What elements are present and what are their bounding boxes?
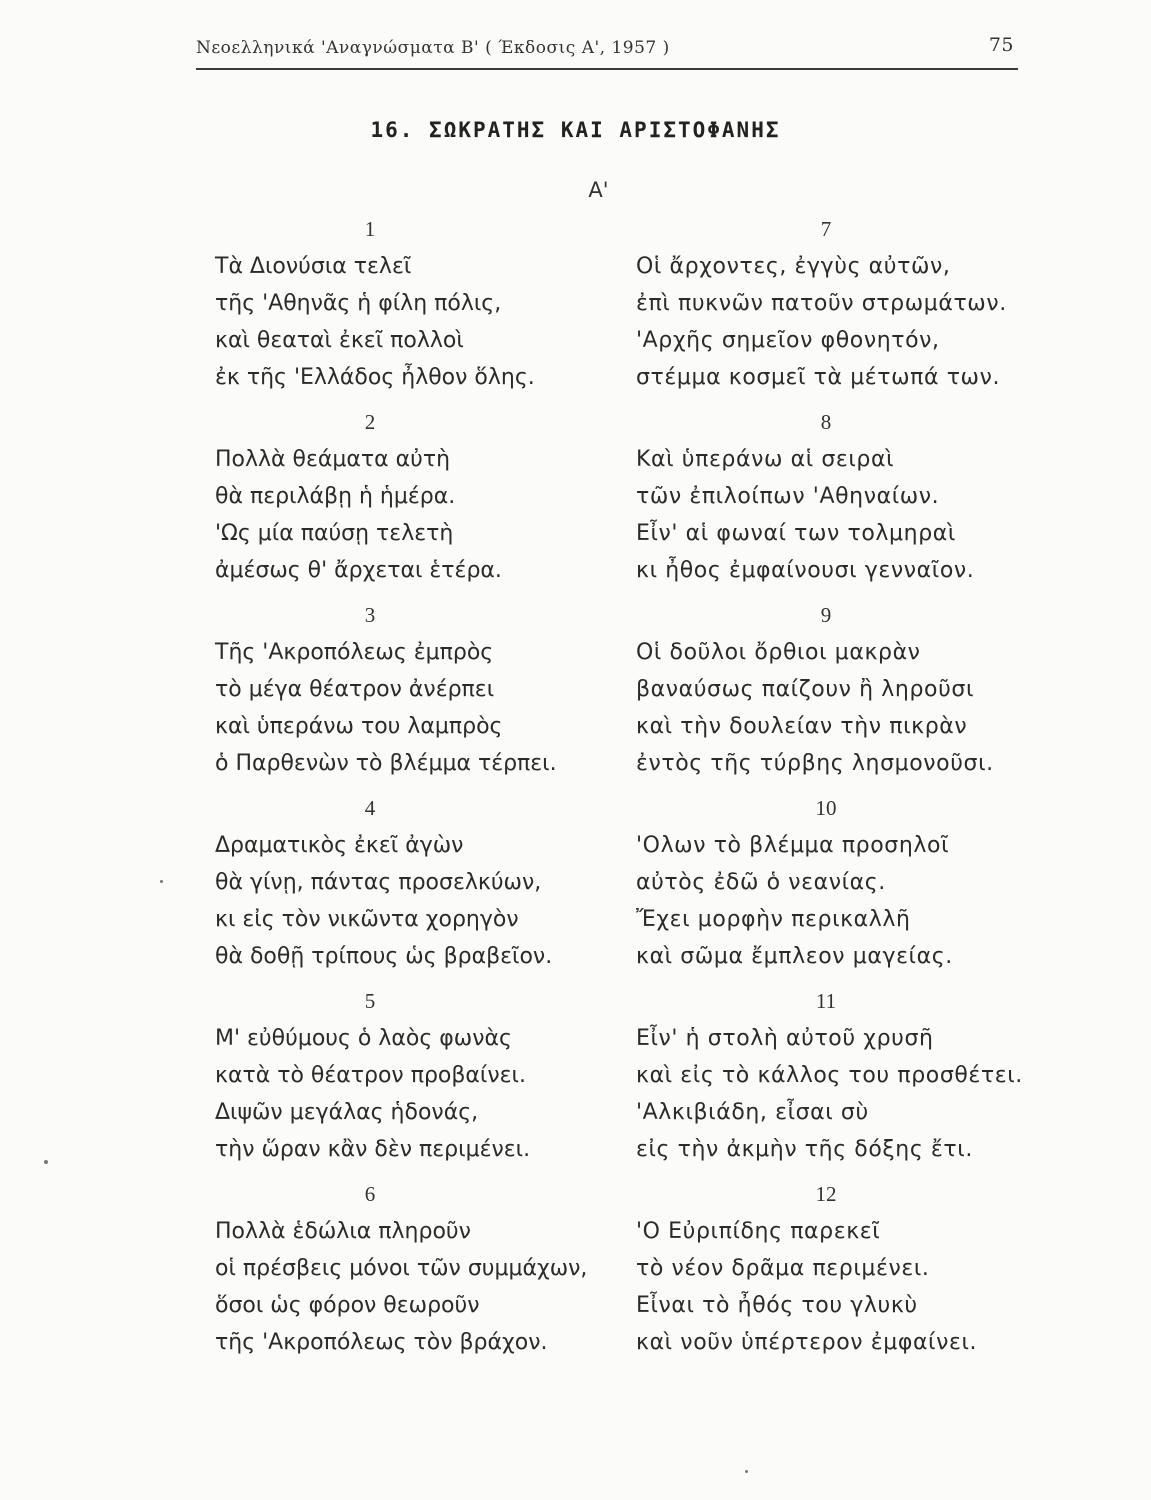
verse-line: θὰ δοθῇ τρίπους ὡς βραβεῖον. — [215, 944, 553, 969]
running-head — [196, 34, 1016, 70]
verse-line: Τὰ Διονύσια τελεῖ — [215, 254, 412, 279]
stanza-5 — [215, 982, 665, 1175]
stanza-number: 4 — [364, 796, 376, 820]
verse-line: εἰς τὴν ἀκμὴν τῆς δόξης ἔτι. — [636, 1137, 973, 1162]
verse-line: Διψῶν μεγάλας ἡδονάς, — [215, 1100, 479, 1125]
verse-line: κατὰ τὸ θέατρον προβαίνει. — [215, 1063, 526, 1088]
verse-line: κι εἰς τὸν νικῶντα χορηγὸν — [215, 907, 519, 932]
stanza-number: 9 — [820, 603, 832, 627]
stanza-12 — [636, 1175, 1056, 1368]
stanza-9 — [636, 596, 1056, 789]
stanza-4 — [215, 789, 665, 982]
verse-line: 'Αλκιβιάδη, εἶσαι σὺ — [636, 1100, 869, 1125]
stanza-number: 12 — [815, 1182, 837, 1206]
verse-line: τὸ νέον δρᾶμα περιμένει. — [636, 1256, 930, 1281]
stanza-number: 2 — [364, 410, 376, 434]
verse-line: Καὶ ὑπεράνω αἱ σειραὶ — [636, 447, 895, 472]
stanza-number: 6 — [364, 1182, 376, 1206]
verse-line: 'Αρχῆς σημεῖον φθονητόν, — [636, 328, 940, 353]
verse-line: 'Ο Εὐριπίδης παρεκεῖ — [636, 1219, 881, 1244]
scan-speck — [44, 1160, 48, 1164]
verse-line: Πολλὰ θεάματα αὐτὴ — [215, 447, 451, 472]
stanza-3 — [215, 596, 665, 789]
verse-line: βαναύσως παίζουν ἢ ληροῦσι — [636, 677, 975, 702]
scan-speck — [745, 1470, 748, 1473]
verse-line: Δραματικὸς ἐκεῖ ἀγὼν — [215, 833, 464, 858]
stanza-number: 3 — [364, 603, 376, 627]
verse-line: οἱ πρέσβεις μόνοι τῶν συμμάχων, — [215, 1256, 588, 1281]
verse-line: καὶ νοῦν ὑπέρτερον ἐμφαίνει. — [636, 1330, 978, 1355]
verse-line: στέμμα κοσμεῖ τὰ μέτωπά των. — [636, 365, 1001, 390]
header-rule — [196, 68, 1018, 70]
verse-line: Τῆς 'Ακροπόλεως ἐμπρὸς — [215, 640, 494, 665]
stanza-11 — [636, 982, 1056, 1175]
verse-line: καὶ τὴν δουλείαν τὴν πικρὰν — [636, 714, 968, 739]
verse-line: τὸ μέγα θέατρον ἀνέρπει — [215, 677, 495, 702]
verse-line: τῆς 'Αθηνᾶς ἡ φίλη πόλις, — [215, 291, 502, 316]
stanza-7 — [636, 210, 1056, 403]
chapter-title: 16. ΣΩΚΡΑΤΗΣ ΚΑΙ ΑΡΙΣΤΟΦΑΝΗΣ — [370, 118, 781, 142]
verse-line: ἐπὶ πυκνῶν πατοῦν στρωμάτων. — [636, 291, 1007, 316]
stanza-10 — [636, 789, 1056, 982]
running-head-text: Νεοελληνικά 'Αναγνώσματα Β' ( Έκδοσις Α', 1957 ) — [196, 38, 670, 58]
left-column — [215, 210, 665, 1368]
verse-line: καὶ ὑπεράνω του λαμπρὸς — [215, 714, 503, 739]
verse-line: θὰ περιλάβῃ ἡ ἡμέρα. — [215, 484, 456, 509]
stanza-8 — [636, 403, 1056, 596]
verse-line: καὶ σῶμα ἔμπλεον μαγείας. — [636, 944, 953, 969]
verse-line: ὁ Παρθενὼν τὸ βλέμμα τέρπει. — [215, 751, 557, 776]
stanza-6 — [215, 1175, 665, 1368]
stanza-number: 8 — [820, 410, 832, 434]
verse-line: τῶν ἐπιλοίπων 'Αθηναίων. — [636, 484, 940, 509]
verse-line: Εἶναι τὸ ἦθός του γλυκὺ — [636, 1293, 918, 1318]
verse-line: ἐντὸς τῆς τύρβης λησμονοῦσι. — [636, 751, 994, 776]
stanza-number: 10 — [815, 796, 837, 820]
verse-line: αὐτὸς ἐδῶ ὁ νεανίας. — [636, 870, 886, 895]
verse-line: θὰ γίνῃ, πάντας προσελκύων, — [215, 870, 542, 895]
verse-line: ὅσοι ὡς φόρον θεωροῦν — [215, 1293, 480, 1318]
verse-line: καὶ θεαταὶ ἐκεῖ πολλοὶ — [215, 328, 464, 353]
right-column — [636, 210, 1056, 1368]
stanza-number: 1 — [364, 217, 376, 241]
verse-line: Ἔχει μορφὴν περικαλλῆ — [636, 907, 911, 932]
verse-line: Εἶν' αἱ φωναί των τολμηραὶ — [636, 521, 956, 546]
stanza-1 — [215, 210, 665, 403]
stanza-number: 11 — [815, 989, 837, 1013]
verse-line: 'Ολων τὸ βλέμμα προσηλοῖ — [636, 833, 950, 858]
verse-line: τῆς 'Ακροπόλεως τὸν βράχον. — [215, 1330, 548, 1355]
stanza-number: 5 — [364, 989, 376, 1013]
verse-line: Εἶν' ἡ στολὴ αὐτοῦ χρυσῆ — [636, 1026, 934, 1051]
verse-line: καὶ εἰς τὸ κάλλος του προσθέτει. — [636, 1063, 1023, 1088]
verse-line: ἀμέσως θ' ἄρχεται ἑτέρα. — [215, 558, 502, 583]
scan-speck — [160, 880, 163, 883]
verse-line: Οἱ ἄρχοντες, ἐγγὺς αὐτῶν, — [636, 254, 951, 279]
verse-line: 'Ως μία παύσῃ τελετὴ — [215, 521, 454, 546]
verse-line: Μ' εὐθύμους ὁ λαὸς φωνὰς — [215, 1026, 512, 1051]
verse-line: Πολλὰ ἑδώλια πληροῦν — [215, 1219, 471, 1244]
stanza-number: 7 — [820, 217, 832, 241]
part-label: Α' — [588, 178, 609, 202]
verse-line: ἐκ τῆς 'Ελλάδος ἦλθον ὅλης. — [215, 365, 535, 390]
page-number: 75 — [988, 34, 1014, 56]
verse-line: κι ἦθος ἐμφαίνουσι γενναῖον. — [636, 558, 975, 583]
verse-line: Οἱ δοῦλοι ὄρθιοι μακρὰν — [636, 640, 921, 665]
verse-line: τὴν ὥραν κἂν δὲν περιμένει. — [215, 1137, 531, 1162]
stanza-2 — [215, 403, 665, 596]
